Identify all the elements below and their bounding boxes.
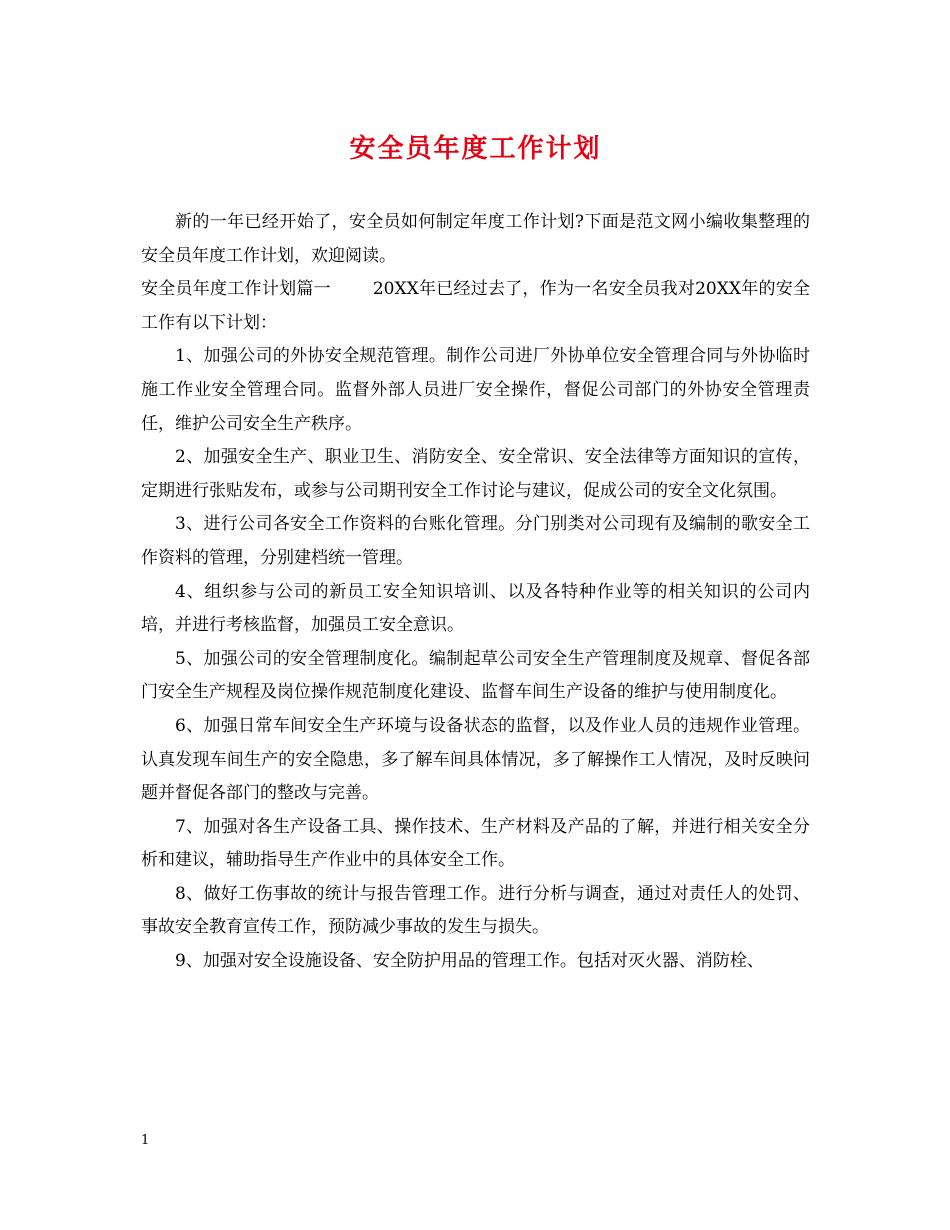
document-title: 安全员年度工作计划: [349, 134, 602, 164]
list-item: 4、组织参与公司的新员工安全知识培训、以及各特种作业等的相关知识的公司内培，并进行考核监督，加强员工安全意识。: [141, 581, 810, 636]
list-item: 6、加强日常车间安全生产环境与设备状态的监督，以及作业人员的违规作业管理。认真发现车间生产的安全隐患，多了解车间具体情况，多了解操作工人情况，及时反映问题并督促各部门的整改与完善。: [141, 715, 810, 804]
section-paragraph: [141, 273, 810, 340]
list-item: 5、加强公司的安全管理制度化。编制起草公司安全生产管理制度及规章、督促各部门安全生产规程及岗位操作规范制度化建设、监督车间生产设备的维护与使用制度化。: [141, 648, 810, 703]
list-item: 3、进行公司各安全工作资料的台账化管理。分门别类对公司现有及编制的歌安全工作资料的管理，分别建档统一管理。: [141, 514, 810, 568]
list-item: 7、加强对各生产设备工具、操作技术、生产材料及产品的了解，并进行相关安全分析和建议，辅助指导生产作业中的具体安全工作。: [141, 816, 810, 871]
list-item: 2、加强安全生产、职业卫生、消防安全、安全常识、安全法律等方面知识的宣传，定期进行张贴发布，或参与公司期刊安全工作讨论与建议，促成公司的安全文化氛围。: [141, 447, 810, 501]
list-item: 1、加强公司的外协安全规范管理。制作公司进厂外协单位安全管理合同与外协临时施工作业安全管理合同。监督外部人员进厂安全操作，督促公司部门的外协安全管理责任，维护公司安全生产秩序。: [141, 346, 810, 434]
list-item: 9、加强对安全设施设备、安全防护用品的管理工作。包括对灭火器、消防栓、: [175, 951, 764, 972]
list-item: 8、做好工伤事故的统计与报告管理工作。进行分析与调查，通过对责任人的处罚、事故安全教育宣传工作，预防减少事故的发生与损失。: [141, 883, 810, 938]
intro-paragraph: 新的一年已经开始了，安全员如何制定年度工作计划?下面是范文网小编收集整理的安全员年度工作计划，欢迎阅读。: [141, 212, 810, 266]
section-heading: 安全员年度工作计划篇一: [141, 279, 331, 300]
section-lead: 20XX年已经过去了，作为一名安全员我对20XX年的安全工作有以下计划：: [141, 279, 810, 333]
page-number: 1: [141, 1133, 150, 1148]
